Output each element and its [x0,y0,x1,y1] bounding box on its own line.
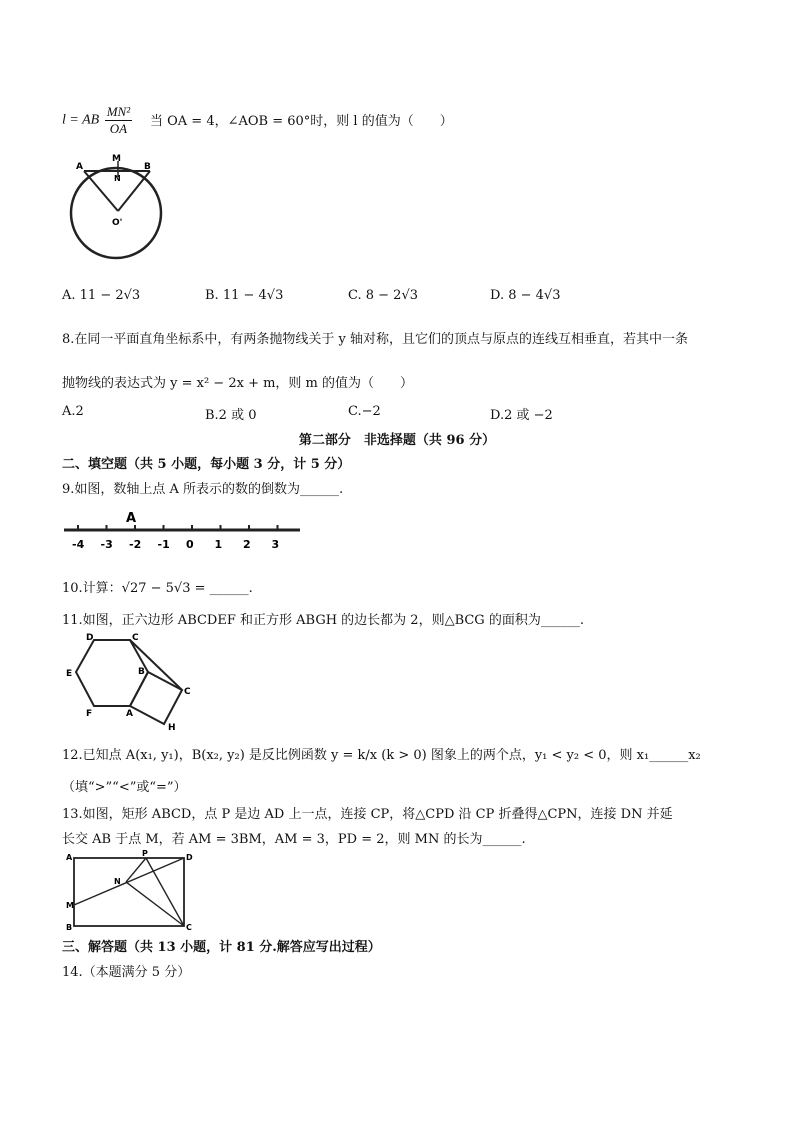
q13-label-n: N [114,877,121,886]
q7-formula [62,104,134,137]
q9-tick-label: -3 [100,538,113,551]
q13-label-a: A [66,853,73,862]
q13-label-b: B [66,923,73,932]
q9-tick-label: 2 [243,538,251,551]
q13-rectangle [74,858,184,926]
q13-label-p: P [142,849,148,858]
q8-option-a: A.2 [62,404,84,419]
part2-title: 第二部分 非选择题（共 96 分） [298,433,496,448]
q11-label-h: H [168,723,176,733]
q13-line1: 13.如图，矩形 ABCD，点 P 是边 AD 上一点，连接 CP，将△CPD 沿 CP 折叠得△CPN，连接 DN 并延 [62,807,673,822]
q11-hexagon-figure [64,630,194,733]
q7-option-b: B. 11 − 4√3 [205,288,284,303]
q9-tick-label: -2 [129,538,142,551]
q9-text: 9.如图，数轴上点 A 所表示的数的倒数为______. [62,482,344,497]
q11-label-a: A [126,709,133,719]
q12-line1: 12.已知点 A(x₁, y₁)，B(x₂, y₂) 是反比例函数 y = k/x (k > 0) 图象上的两个点，y₁ < y₂ < 0，则 x₁______x₂ [62,748,701,763]
q9-tick-label: 0 [186,538,194,551]
q7-frac-den: OA [109,121,128,136]
q12-line2: （填“>”“<”或“=”） [62,780,187,795]
q13-segment-pc [146,858,184,926]
q9-tick-label: -4 [72,538,85,551]
q9-number-line [64,504,304,554]
q14-text: 14.（本题满分 5 分） [62,965,191,980]
q11-square [130,672,182,724]
q13-line2: 长交 AB 于点 M，若 AM = 3BM，AM = 3，PD = 2，则 MN 的长为______. [62,832,526,847]
q11-label-f: F [86,709,93,719]
q13-label-m: M [66,901,74,910]
q7-label-m: M [112,154,121,164]
section3-title: 三、解答题（共 13 小题，计 81 分.解答应写出过程） [62,940,381,955]
q8-option-c: C.−2 [348,404,381,419]
q8-option-b: B.2 或 0 [205,408,257,423]
q13-label-c: C [186,923,192,932]
q8-line1: 8.在同一平面直角坐标系中，有两条抛物线关于 y 轴对称，且它们的顶点与原点的连线互相垂直，若其中一条 [62,332,689,347]
q7-circle-figure [62,155,172,275]
q10-text: 10.计算：√27 − 5√3 = ______. [62,581,253,596]
q7-condition: 当 OA = 4，∠AOB = 60°时，则 l 的值为（ ） [150,114,453,129]
q7-option-d: D. 8 − 4√3 [490,288,561,303]
q11-segment-cg [130,640,182,690]
q7-label-o: O' [112,218,123,228]
q11-label-e: E [66,669,73,679]
q13-label-d: D [186,853,193,862]
q7-option-c: C. 8 − 2√3 [348,288,419,303]
q11-label-d: D [86,633,94,643]
q7-option-a: A. 11 − 2√3 [62,288,141,303]
q7-radius-ob [118,171,150,211]
q9-point-a-label: A [126,511,137,526]
q13-rectangle-figure [64,850,194,930]
q13-segment-dm [74,858,184,905]
q8-option-d: D.2 或 −2 [490,408,553,423]
q7-formula-lead: l = AB [62,112,103,128]
q7-radius-oa [84,171,118,211]
q8-line2: 抛物线的表达式为 y = x² − 2x + m，则 m 的值为（ ） [62,376,414,391]
q11-label-g: C [184,687,191,697]
q13-segment-nc [126,882,184,926]
q11-label-b: B [138,667,145,677]
q9-tick-label: 1 [214,538,223,551]
q7-frac-num: MN² [106,104,131,119]
q7-label-n: N [114,174,121,183]
q11-text: 11.如图，正六边形 ABCDEF 和正方形 ABGH 的边长都为 2，则△BCG 的面积为______. [62,613,584,628]
q7-fraction [105,104,132,137]
q7-label-a: A [76,162,83,172]
q11-label-c: C [132,633,139,643]
q7-label-b: B [144,162,151,172]
q9-tick-label: 3 [271,538,280,551]
q9-tick-label: -1 [157,538,170,551]
section2-title: 二、填空题（共 5 小题，每小题 3 分，计 5 分） [62,457,351,472]
